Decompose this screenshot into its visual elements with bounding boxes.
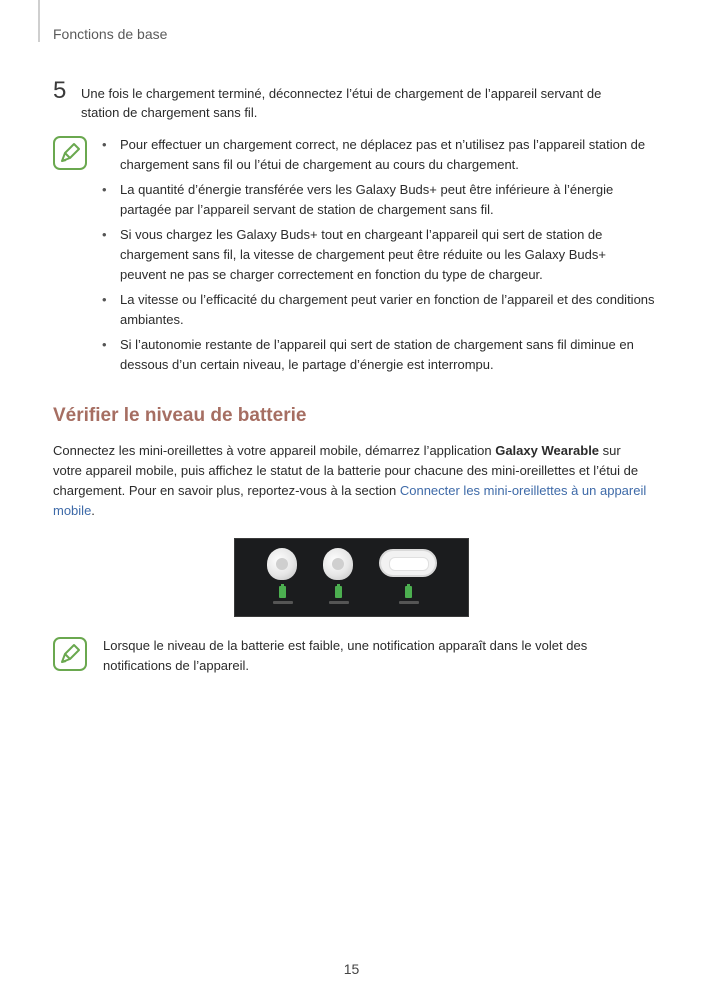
section-heading: Vérifier le niveau de batterie	[53, 405, 307, 426]
note-bullet-list	[100, 135, 655, 380]
page-header-title: Fonctions de base	[53, 26, 168, 42]
battery-status-image	[234, 538, 469, 617]
app-name: Galaxy Wearable	[495, 443, 600, 458]
battery-label	[273, 601, 293, 604]
section-paragraph: Connectez les mini-oreillettes à votre appareil mobile, démarrez l’application Galaxy Wearable sur votre appareil mobile, puis affichez le statut de la batterie pour chacune des mini-oreillettes et l’étui de chargement. Pour en savoir plus, reportez-vous à la section Connecter les mini-oreillettes à un appareil mobile.	[53, 443, 647, 518]
step-text: Une fois le chargement terminé, déconnectez l’étui de chargement de l’appareil servant de station de chargement sans fil.	[81, 86, 602, 120]
battery-icon	[405, 586, 412, 598]
list-item: • Si vous chargez les Galaxy Buds+ tout en chargeant l’appareil qui sert de station de chargement sans fil, la vitesse de chargement peut être réduite ou les Galaxy Buds+ peuvent ne pas se charger correctement en fonction du type de chargeur.	[102, 227, 606, 282]
left-earbud-image	[267, 548, 297, 580]
list-item: • Si l’autonomie restante de l’appareil qui sert de station de chargement sans fil diminue en dessous d’un certain niveau, le partage d’énergie est interrompu.	[102, 337, 634, 372]
note-pencil-icon	[53, 637, 87, 671]
step-number: 5	[53, 77, 67, 104]
right-earbud-image	[323, 548, 353, 580]
note-text: Lorsque le niveau de la batterie est faible, une notification apparaît dans le volet des notifications de l’appareil.	[103, 638, 588, 673]
battery-label	[329, 601, 349, 604]
charging-case-image	[379, 549, 437, 577]
battery-icon	[335, 586, 342, 598]
header-rule	[38, 0, 40, 42]
list-item: • Pour effectuer un chargement correct, ne déplacez pas et n’utilisez pas l’appareil station de chargement sans fil ou l’étui de chargement au cours du chargement.	[102, 137, 646, 172]
list-item: • La quantité d’énergie transférée vers les Galaxy Buds+ peut être inférieure à l’énergie partagée par l’appareil servant de station de chargement sans fil.	[102, 182, 614, 217]
section-link[interactable]: Connecter les mini-oreillettes à un appareil mobile	[53, 483, 647, 518]
battery-label	[399, 601, 419, 604]
page-number: 15	[343, 961, 360, 977]
battery-icon	[279, 586, 286, 598]
list-item: • La vitesse ou l’efficacité du chargement peut varier en fonction de l’appareil et des conditions ambiantes.	[102, 292, 655, 327]
note-pencil-icon	[53, 136, 87, 170]
